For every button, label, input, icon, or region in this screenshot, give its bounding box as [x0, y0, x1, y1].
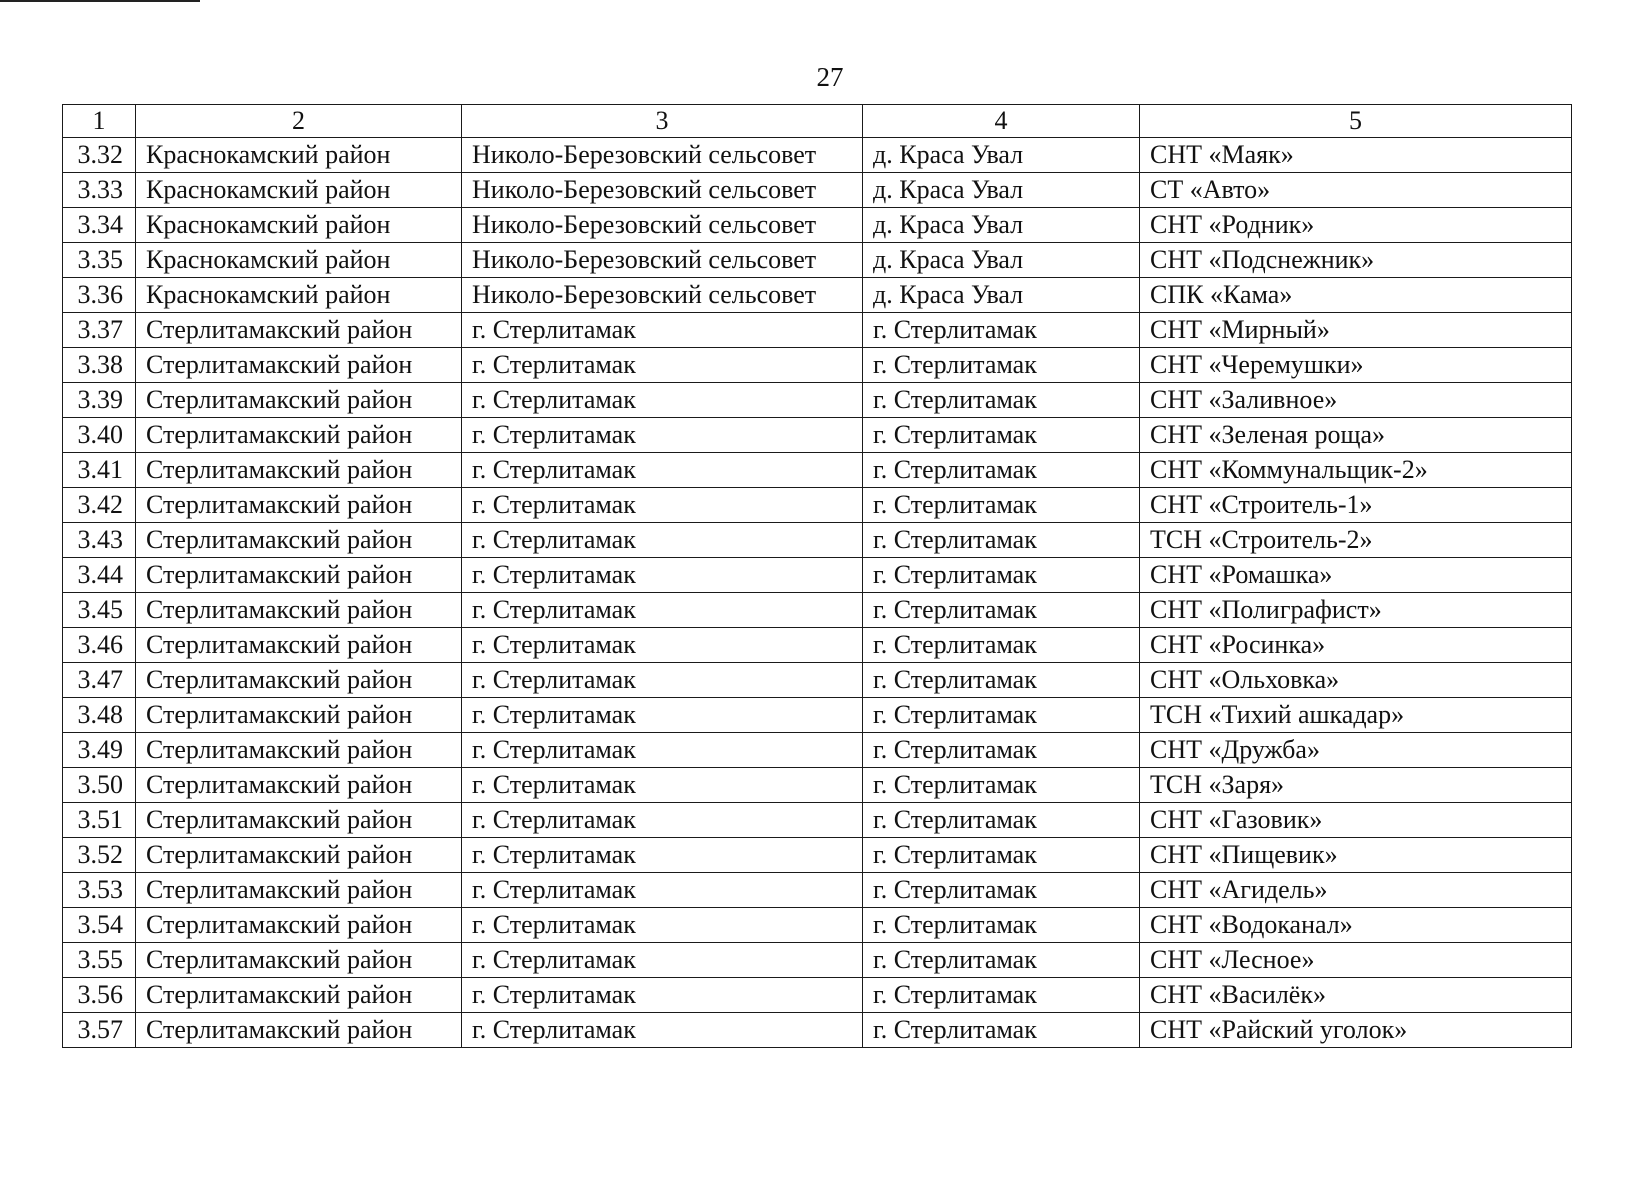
locality-cell: г. Стерлитамак	[863, 698, 1140, 733]
municipality-cell: г. Стерлитамак	[462, 873, 863, 908]
row-number-cell: 3.50	[63, 768, 136, 803]
municipality-cell: Николо-Березовский сельсовет	[462, 138, 863, 173]
district-cell: Стерлитамакский район	[136, 698, 462, 733]
municipality-cell: г. Стерлитамак	[462, 943, 863, 978]
organization-cell: СНТ «Газовик»	[1140, 803, 1572, 838]
organization-cell: ТСН «Строитель-2»	[1140, 523, 1572, 558]
row-number-cell: 3.42	[63, 488, 136, 523]
row-number-cell: 3.53	[63, 873, 136, 908]
locality-cell: г. Стерлитамак	[863, 558, 1140, 593]
locality-cell: г. Стерлитамак	[863, 593, 1140, 628]
locality-cell: д. Краса Увал	[863, 208, 1140, 243]
district-cell: Стерлитамакский район	[136, 768, 462, 803]
locality-cell: г. Стерлитамак	[863, 768, 1140, 803]
table-row	[63, 173, 1572, 208]
row-number-cell: 3.43	[63, 523, 136, 558]
organization-cell: СНТ «Василёк»	[1140, 978, 1572, 1013]
municipality-cell: г. Стерлитамак	[462, 733, 863, 768]
district-cell: Стерлитамакский район	[136, 663, 462, 698]
table-row	[63, 348, 1572, 383]
row-number-cell: 3.56	[63, 978, 136, 1013]
row-number-cell: 3.44	[63, 558, 136, 593]
table-row	[63, 663, 1572, 698]
district-cell: Стерлитамакский район	[136, 873, 462, 908]
row-number-cell: 3.54	[63, 908, 136, 943]
column-header-5: 5	[1140, 105, 1572, 138]
locality-cell: г. Стерлитамак	[863, 908, 1140, 943]
locality-cell: д. Краса Увал	[863, 243, 1140, 278]
locality-cell: г. Стерлитамак	[863, 418, 1140, 453]
municipality-cell: г. Стерлитамак	[462, 558, 863, 593]
organization-cell: СНТ «Водоканал»	[1140, 908, 1572, 943]
row-number-cell: 3.40	[63, 418, 136, 453]
row-number-cell: 3.57	[63, 1013, 136, 1048]
row-number-cell: 3.41	[63, 453, 136, 488]
district-cell: Краснокамский район	[136, 173, 462, 208]
column-header-2: 2	[136, 105, 462, 138]
municipality-cell: Николо-Березовский сельсовет	[462, 173, 863, 208]
row-number-cell: 3.35	[63, 243, 136, 278]
organization-cell: СНТ «Маяк»	[1140, 138, 1572, 173]
table-row	[63, 558, 1572, 593]
municipality-cell: г. Стерлитамак	[462, 383, 863, 418]
organization-cell: СНТ «Райский уголок»	[1140, 1013, 1572, 1048]
row-number-cell: 3.33	[63, 173, 136, 208]
municipality-cell: г. Стерлитамак	[462, 593, 863, 628]
locality-cell: г. Стерлитамак	[863, 488, 1140, 523]
organization-cell: СПК «Кама»	[1140, 278, 1572, 313]
row-number-cell: 3.47	[63, 663, 136, 698]
organization-cell: СНТ «Лесное»	[1140, 943, 1572, 978]
table-body	[63, 105, 1572, 1048]
locality-cell: г. Стерлитамак	[863, 628, 1140, 663]
locality-cell: г. Стерлитамак	[863, 838, 1140, 873]
table-row	[63, 383, 1572, 418]
organization-cell: СНТ «Заливное»	[1140, 383, 1572, 418]
municipality-cell: г. Стерлитамак	[462, 348, 863, 383]
municipality-cell: г. Стерлитамак	[462, 768, 863, 803]
table-row	[63, 978, 1572, 1013]
organization-cell: ТСН «Тихий ашкадар»	[1140, 698, 1572, 733]
locality-cell: г. Стерлитамак	[863, 663, 1140, 698]
district-cell: Краснокамский район	[136, 243, 462, 278]
row-number-cell: 3.55	[63, 943, 136, 978]
page-number: 27	[816, 62, 844, 92]
organization-cell: СНТ «Строитель-1»	[1140, 488, 1572, 523]
district-cell: Стерлитамакский район	[136, 978, 462, 1013]
row-number-cell: 3.39	[63, 383, 136, 418]
row-number-cell: 3.36	[63, 278, 136, 313]
locality-cell: д. Краса Увал	[863, 138, 1140, 173]
locality-cell: г. Стерлитамак	[863, 313, 1140, 348]
table-row	[63, 768, 1572, 803]
organization-cell: СНТ «Дружба»	[1140, 733, 1572, 768]
table-row	[63, 278, 1572, 313]
organization-cell: ТСН «Заря»	[1140, 768, 1572, 803]
data-table	[62, 104, 1572, 1048]
district-cell: Стерлитамакский район	[136, 488, 462, 523]
table-row	[63, 838, 1572, 873]
locality-cell: г. Стерлитамак	[863, 733, 1140, 768]
locality-cell: г. Стерлитамак	[863, 383, 1140, 418]
row-number-cell: 3.32	[63, 138, 136, 173]
municipality-cell: г. Стерлитамак	[462, 838, 863, 873]
table-row	[63, 208, 1572, 243]
table-row	[63, 138, 1572, 173]
organization-cell: СНТ «Полиграфист»	[1140, 593, 1572, 628]
municipality-cell: г. Стерлитамак	[462, 978, 863, 1013]
table-row	[63, 803, 1572, 838]
row-number-cell: 3.45	[63, 593, 136, 628]
district-cell: Краснокамский район	[136, 138, 462, 173]
organization-cell: СНТ «Пищевик»	[1140, 838, 1572, 873]
locality-cell: д. Краса Увал	[863, 173, 1140, 208]
table-row	[63, 453, 1572, 488]
district-cell: Стерлитамакский район	[136, 628, 462, 663]
locality-cell: г. Стерлитамак	[863, 803, 1140, 838]
row-number-cell: 3.49	[63, 733, 136, 768]
organization-cell: СНТ «Ольховка»	[1140, 663, 1572, 698]
municipality-cell: Николо-Березовский сельсовет	[462, 208, 863, 243]
district-cell: Стерлитамакский район	[136, 943, 462, 978]
organization-cell: СНТ «Росинка»	[1140, 628, 1572, 663]
row-number-cell: 3.34	[63, 208, 136, 243]
organization-cell: СНТ «Черемушки»	[1140, 348, 1572, 383]
district-cell: Стерлитамакский район	[136, 593, 462, 628]
municipality-cell: г. Стерлитамак	[462, 628, 863, 663]
column-header-4: 4	[863, 105, 1140, 138]
municipality-cell: Николо-Березовский сельсовет	[462, 278, 863, 313]
organization-cell: СНТ «Агидель»	[1140, 873, 1572, 908]
municipality-cell: г. Стерлитамак	[462, 698, 863, 733]
municipality-cell: г. Стерлитамак	[462, 1013, 863, 1048]
organization-cell: СНТ «Родник»	[1140, 208, 1572, 243]
locality-cell: г. Стерлитамак	[863, 523, 1140, 558]
table-row	[63, 1013, 1572, 1048]
locality-cell: г. Стерлитамак	[863, 453, 1140, 488]
organization-cell: СНТ «Подснежник»	[1140, 243, 1572, 278]
municipality-cell: г. Стерлитамак	[462, 418, 863, 453]
district-cell: Стерлитамакский район	[136, 523, 462, 558]
row-number-cell: 3.37	[63, 313, 136, 348]
table-row	[63, 488, 1572, 523]
scan-edge-mark	[0, 0, 200, 2]
district-cell: Стерлитамакский район	[136, 348, 462, 383]
table-row	[63, 943, 1572, 978]
row-number-cell: 3.52	[63, 838, 136, 873]
locality-cell: г. Стерлитамак	[863, 348, 1140, 383]
district-cell: Краснокамский район	[136, 208, 462, 243]
row-number-cell: 3.38	[63, 348, 136, 383]
district-cell: Стерлитамакский район	[136, 383, 462, 418]
district-cell: Краснокамский район	[136, 278, 462, 313]
table-row	[63, 593, 1572, 628]
municipality-cell: г. Стерлитамак	[462, 803, 863, 838]
table-row	[63, 628, 1572, 663]
locality-cell: д. Краса Увал	[863, 278, 1140, 313]
organization-cell: СНТ «Мирный»	[1140, 313, 1572, 348]
table-row	[63, 908, 1572, 943]
table-row	[63, 313, 1572, 348]
table-row	[63, 698, 1572, 733]
column-header-3: 3	[462, 105, 863, 138]
municipality-cell: г. Стерлитамак	[462, 453, 863, 488]
district-cell: Стерлитамакский район	[136, 908, 462, 943]
locality-cell: г. Стерлитамак	[863, 978, 1140, 1013]
organization-cell: СНТ «Зеленая роща»	[1140, 418, 1572, 453]
row-number-cell: 3.46	[63, 628, 136, 663]
district-cell: Стерлитамакский район	[136, 1013, 462, 1048]
municipality-cell: Николо-Березовский сельсовет	[462, 243, 863, 278]
district-cell: Стерлитамакский район	[136, 313, 462, 348]
municipality-cell: г. Стерлитамак	[462, 523, 863, 558]
district-cell: Стерлитамакский район	[136, 838, 462, 873]
municipality-cell: г. Стерлитамак	[462, 313, 863, 348]
district-cell: Стерлитамакский район	[136, 733, 462, 768]
table-row	[63, 243, 1572, 278]
district-cell: Стерлитамакский район	[136, 558, 462, 593]
table-row	[63, 873, 1572, 908]
locality-cell: г. Стерлитамак	[863, 943, 1140, 978]
district-cell: Стерлитамакский район	[136, 803, 462, 838]
municipality-cell: г. Стерлитамак	[462, 908, 863, 943]
locality-cell: г. Стерлитамак	[863, 873, 1140, 908]
municipality-cell: г. Стерлитамак	[462, 663, 863, 698]
municipality-cell: г. Стерлитамак	[462, 488, 863, 523]
locality-cell: г. Стерлитамак	[863, 1013, 1140, 1048]
table-row	[63, 418, 1572, 453]
district-cell: Стерлитамакский район	[136, 453, 462, 488]
row-number-cell: 3.48	[63, 698, 136, 733]
row-number-cell: 3.51	[63, 803, 136, 838]
table-row	[63, 523, 1572, 558]
district-cell: Стерлитамакский район	[136, 418, 462, 453]
organization-cell: СНТ «Коммунальщик-2»	[1140, 453, 1572, 488]
organization-cell: СТ «Авто»	[1140, 173, 1572, 208]
table-row	[63, 733, 1572, 768]
organization-cell: СНТ «Ромашка»	[1140, 558, 1572, 593]
table-header-row	[63, 105, 1572, 138]
column-header-1: 1	[63, 105, 136, 138]
